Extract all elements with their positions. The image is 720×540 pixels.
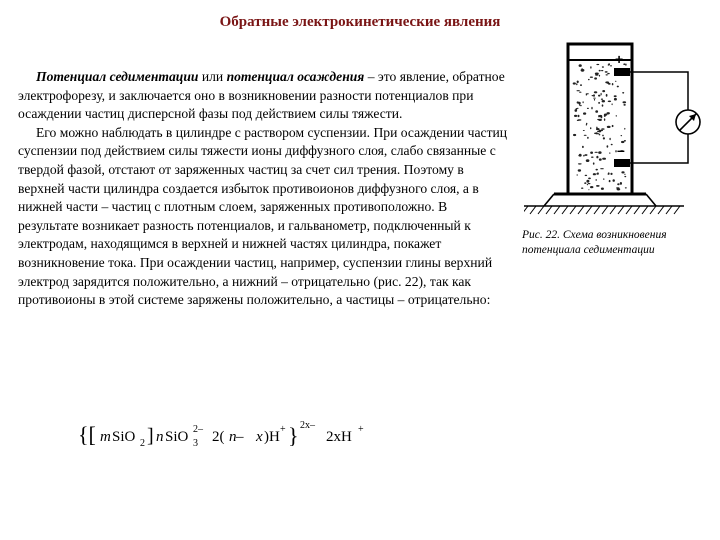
hatch-line <box>524 206 528 214</box>
particle <box>596 132 597 134</box>
particle <box>607 73 610 74</box>
particle <box>599 134 601 135</box>
particle <box>597 131 600 132</box>
sedimentation-diagram <box>524 38 714 238</box>
particle <box>588 189 589 190</box>
particle <box>599 115 602 117</box>
hatch-line <box>618 206 624 214</box>
formula-charge-outer: 2x– <box>300 420 315 431</box>
particle <box>624 128 625 130</box>
particle <box>579 64 582 67</box>
particle <box>588 178 591 180</box>
particle <box>621 135 622 136</box>
hatch-line <box>650 206 656 214</box>
hatch-line <box>530 206 536 214</box>
particle <box>583 155 584 157</box>
particle <box>597 172 598 174</box>
particle <box>607 126 611 128</box>
particle <box>586 180 589 183</box>
particle <box>578 169 581 171</box>
particle <box>604 118 605 121</box>
particle <box>601 128 604 130</box>
particle <box>581 69 585 72</box>
particle <box>595 74 599 76</box>
particle <box>601 188 604 190</box>
particle <box>590 66 591 68</box>
particle <box>587 137 589 139</box>
paragraph-definition <box>18 68 510 124</box>
particle <box>596 169 598 171</box>
particle <box>575 109 578 112</box>
particle <box>590 127 591 129</box>
particle <box>581 68 582 69</box>
hatch-line <box>538 206 544 214</box>
particle <box>625 187 627 188</box>
particle <box>612 125 614 127</box>
particle <box>601 99 603 100</box>
particle <box>607 145 609 147</box>
particle <box>625 64 626 66</box>
particle <box>580 105 582 107</box>
hatch-line <box>658 206 664 214</box>
particle <box>596 64 599 65</box>
particle <box>601 93 602 96</box>
particle <box>607 112 610 114</box>
particle <box>596 156 598 159</box>
particle <box>602 66 604 68</box>
hatch-line <box>642 206 648 214</box>
particle <box>593 173 596 175</box>
formula-micelle <box>78 416 438 456</box>
term-deposition-potential: потенциал осаждения <box>226 69 365 84</box>
formula-sub2: 2 <box>140 438 145 449</box>
particle <box>590 77 593 78</box>
particle <box>602 90 605 92</box>
particle <box>582 146 584 148</box>
particle <box>586 94 587 96</box>
particle <box>605 71 608 73</box>
hatch-line <box>634 206 640 214</box>
particle <box>623 104 625 106</box>
particle <box>588 183 591 184</box>
particle <box>578 102 580 105</box>
particle <box>578 163 582 164</box>
particle <box>617 183 619 185</box>
formula-x: x <box>256 429 263 445</box>
term-sedimentation-potential: Потенциал седиментации <box>36 69 199 84</box>
formula-sub3: 3 <box>193 438 198 449</box>
particle <box>610 173 612 175</box>
particle <box>599 75 600 77</box>
formula-charge-sio3: 2– <box>193 424 203 435</box>
particle <box>586 159 590 162</box>
particle <box>623 101 627 103</box>
minus-sign: – <box>617 142 625 158</box>
particle <box>613 179 615 182</box>
particle <box>586 124 587 125</box>
formula-n2: n <box>229 429 237 445</box>
particle <box>623 63 625 65</box>
particle <box>595 179 597 180</box>
particle <box>609 180 611 182</box>
particle <box>596 185 600 187</box>
particle <box>608 101 611 103</box>
particle <box>612 83 614 85</box>
particle <box>585 154 588 156</box>
particle <box>603 178 604 180</box>
particle <box>579 154 582 157</box>
particle <box>615 81 617 82</box>
particle <box>587 108 589 109</box>
particle <box>595 152 598 153</box>
particle <box>612 103 613 105</box>
particle <box>581 188 583 189</box>
hatch-line <box>610 206 616 214</box>
particle <box>609 152 610 153</box>
particle <box>598 102 600 104</box>
plus-sign: + <box>615 51 624 67</box>
particle <box>587 184 588 186</box>
particle <box>574 115 577 117</box>
particle <box>606 74 608 75</box>
particle <box>595 110 598 113</box>
hatch-line <box>562 206 568 214</box>
particle <box>600 168 604 169</box>
particle <box>591 107 592 110</box>
galvanometer-icon <box>676 110 700 134</box>
particle <box>577 108 578 109</box>
particle <box>573 82 576 84</box>
paragraph-explanation: Его можно наблюдать в цилиндре с раствором суспензии. При осаждении частиц суспензии под действием силы тяжести ионы диффузного слоя, слабо связанные с твердой фазой, отстают от заряженных частиц за счет сил трения. Поэтому в верхней части цилиндра создается избыток противоионов диффузного слоя, а в нижней части – частиц с плотным слоем, заряженных противоположно. В результате возникает разность потенциалов, и гальванометр, подключенный к электродам, находящимся в верхней и нижней частях цилиндра, покажет возникновение тока. При осаждении частиц, например, суспензии глины верхний электрод зарядится положительно, а нижний – отрицательно (рис. 22), так как противоионы в этой системе заряжены положительно, а частицы – отрицательно: <box>18 124 508 308</box>
figure-caption: Рис. 22. Схема возникновения потенциала седиментации <box>522 229 667 256</box>
particle <box>596 128 600 130</box>
particle <box>573 134 576 136</box>
hatch-line <box>546 206 552 214</box>
particle <box>602 158 606 160</box>
particle <box>608 63 610 65</box>
particle <box>583 112 586 114</box>
particle <box>576 83 577 85</box>
particle <box>584 135 587 136</box>
formula-tail: 2xH <box>326 429 352 445</box>
formula-open-bracket: {[ <box>78 422 96 447</box>
formula-2n: 2( <box>212 429 225 445</box>
formula-minus: – <box>236 429 244 445</box>
particle <box>594 77 597 79</box>
particle <box>577 81 579 84</box>
particle <box>577 120 579 121</box>
particle <box>624 176 626 177</box>
formula-plus2: + <box>358 424 364 435</box>
definition-text: – это явление, обратное электрофорезу, и заключается оно в возникновении разности потенциалов при осаждении частиц дисперсной фазы под действием силы тяжести. <box>18 69 505 122</box>
particle <box>606 94 608 97</box>
particle <box>622 92 624 94</box>
hatch-line <box>570 206 576 214</box>
particle <box>577 90 580 91</box>
formula-brace-close: } <box>288 423 299 448</box>
stand <box>524 194 684 214</box>
particle <box>616 187 619 188</box>
particle <box>599 70 601 72</box>
hatch-line <box>626 206 632 214</box>
particle <box>594 99 595 101</box>
particle <box>596 133 600 134</box>
particle <box>585 175 588 176</box>
particle <box>611 144 613 146</box>
particle <box>621 171 624 173</box>
hatch-line <box>554 206 560 214</box>
particle <box>584 182 586 184</box>
body-text <box>18 68 510 310</box>
particle <box>593 162 595 164</box>
particle <box>598 95 600 97</box>
particle <box>602 100 605 102</box>
particle <box>624 174 626 175</box>
particle <box>608 174 610 175</box>
particle <box>599 158 602 160</box>
particle <box>580 84 582 86</box>
particle <box>601 70 603 71</box>
particle <box>579 104 580 105</box>
particle <box>605 81 609 83</box>
ground-hatch <box>524 206 680 214</box>
formula-m: m <box>100 429 111 445</box>
particle <box>588 79 590 80</box>
page-title: Обратные электрокинетические явления <box>219 14 501 30</box>
particle <box>591 157 594 158</box>
particle <box>590 152 593 154</box>
particle <box>614 98 617 101</box>
particle <box>602 135 604 137</box>
particle <box>593 98 596 99</box>
formula-plus1: + <box>280 424 286 435</box>
particle <box>614 95 617 97</box>
particle <box>598 151 601 154</box>
formula-close-bracket: ] <box>147 425 154 447</box>
particle <box>578 115 580 117</box>
formula-sio2: SiO <box>112 429 136 445</box>
hatch-line <box>594 206 600 214</box>
hatch-line <box>666 206 672 214</box>
hatch-line <box>578 206 584 214</box>
term-connector: или <box>198 69 227 84</box>
particle <box>583 101 584 103</box>
hatch-line <box>586 206 592 214</box>
formula-h: )H <box>264 429 280 445</box>
particle <box>577 174 578 175</box>
particle <box>583 130 585 131</box>
particle <box>616 115 617 116</box>
particle <box>594 91 597 93</box>
particle <box>609 138 610 140</box>
particle <box>620 182 622 185</box>
formula-sio3: SiO <box>165 429 189 445</box>
formula-n: n <box>156 429 164 445</box>
particle <box>579 92 581 93</box>
particle <box>590 186 593 188</box>
particle <box>610 65 612 67</box>
hatch-line <box>602 206 608 214</box>
particle <box>592 95 594 96</box>
particle <box>602 104 604 106</box>
particle <box>603 137 605 139</box>
hatch-line <box>674 206 680 214</box>
particle <box>617 86 619 88</box>
particle <box>597 119 599 120</box>
